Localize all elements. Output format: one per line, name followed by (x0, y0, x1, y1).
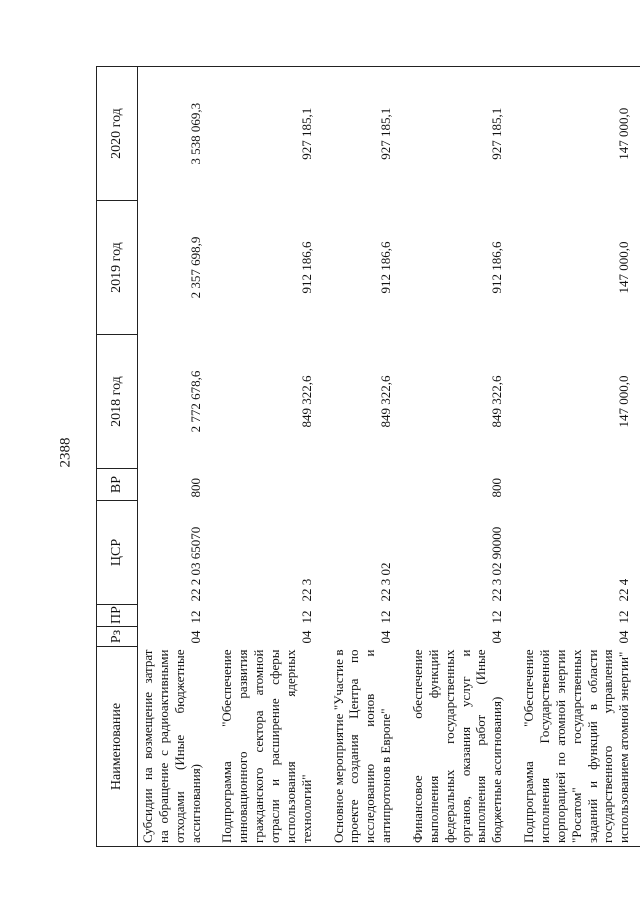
row-vr (519, 469, 640, 501)
row-rz: 04 (489, 630, 505, 644)
header-rz: Рз (97, 627, 138, 647)
table-row (519, 67, 640, 847)
header-vr: ВР (97, 469, 138, 501)
row-vr: 800 (489, 478, 505, 498)
row-rz: 04 (187, 630, 203, 644)
row-name: Субсидии на возмещение затрат на обращение с радиоактивными отходами (Иные бюджетные ассигнования) (138, 647, 218, 847)
row-2018: 849 322,6 (489, 375, 505, 428)
row-2018: 147 000,0 (616, 375, 632, 428)
row-2020: 927 185,1 (217, 67, 328, 201)
row-csr: 22 2 03 65070 (187, 526, 203, 602)
row-2020: 927 185,1 (329, 67, 408, 201)
header-name: Наименование (97, 647, 138, 847)
row-2018: 2 772 678,6 (187, 370, 203, 433)
row-pr: 12 (378, 610, 394, 624)
row-pr: 12 (187, 610, 203, 624)
row-vr (217, 469, 328, 501)
table-header-row (97, 67, 138, 847)
row-pr: 12 (298, 610, 314, 624)
row-rz: 04 (378, 630, 394, 644)
row-2019: 2 357 698,9 (187, 236, 203, 299)
row-pr: 12 (489, 610, 505, 624)
row-2020: 927 185,1 (408, 67, 519, 201)
row-2019: 147 000,0 (616, 241, 632, 294)
header-2020: 2020 год (97, 67, 138, 201)
rotated-table-inner (96, 67, 632, 847)
row-rz: 04 (298, 630, 314, 644)
header-2019: 2019 год (97, 201, 138, 335)
row-csr: 22 3 02 (378, 562, 394, 602)
row-csr: 22 3 (298, 578, 314, 602)
row-pr: 12 (616, 610, 632, 624)
row-2018: 849 322,6 (378, 375, 394, 428)
row-2018: 849 322,6 (298, 375, 314, 428)
rotated-table-area (96, 67, 632, 847)
row-name: Подпрограмма "Обеспечение инновационного развития гражданского сектора атомной отрасли и расширение сферы использования ядерных технологий" (217, 647, 328, 847)
row-2019: 912 186,6 (378, 241, 394, 294)
table-row (217, 67, 328, 847)
row-2019: 912 186,6 (298, 241, 314, 294)
header-2018: 2018 год (97, 335, 138, 469)
row-vr (329, 469, 408, 501)
header-pr: ПР (97, 605, 138, 627)
row-2020: 147 000,0 (519, 67, 640, 201)
row-name: Финансовое обеспечение выполнения функций федеральных государственных органов, оказания услуг и выполнения работ (Иные бюджетные ассигнования) (408, 647, 519, 847)
row-name: Подпрограмма "Обеспечение исполнения Государственной корпорацией по атомной энергии "Росатом" государственных заданий и функций в области государственного управления использованием атомной энергии" (519, 647, 640, 847)
row-name: Основное мероприятие "Участие в проекте создания Центра по исследованию ионов и антипротонов в Европе" (329, 647, 408, 847)
row-csr: 22 3 02 90000 (489, 526, 505, 602)
table-row (408, 67, 519, 847)
row-2019: 912 186,6 (489, 241, 505, 294)
budget-table (96, 66, 640, 847)
row-rz: 04 (616, 630, 632, 644)
page-number (51, 432, 81, 472)
row-2020: 3 538 069,3 (138, 67, 218, 201)
table-row (329, 67, 408, 847)
table-row (138, 67, 218, 847)
row-csr: 22 4 (616, 578, 632, 602)
row-vr: 800 (187, 478, 203, 498)
header-csr: ЦСР (97, 501, 138, 605)
page-number-text: 2388 (57, 437, 74, 467)
